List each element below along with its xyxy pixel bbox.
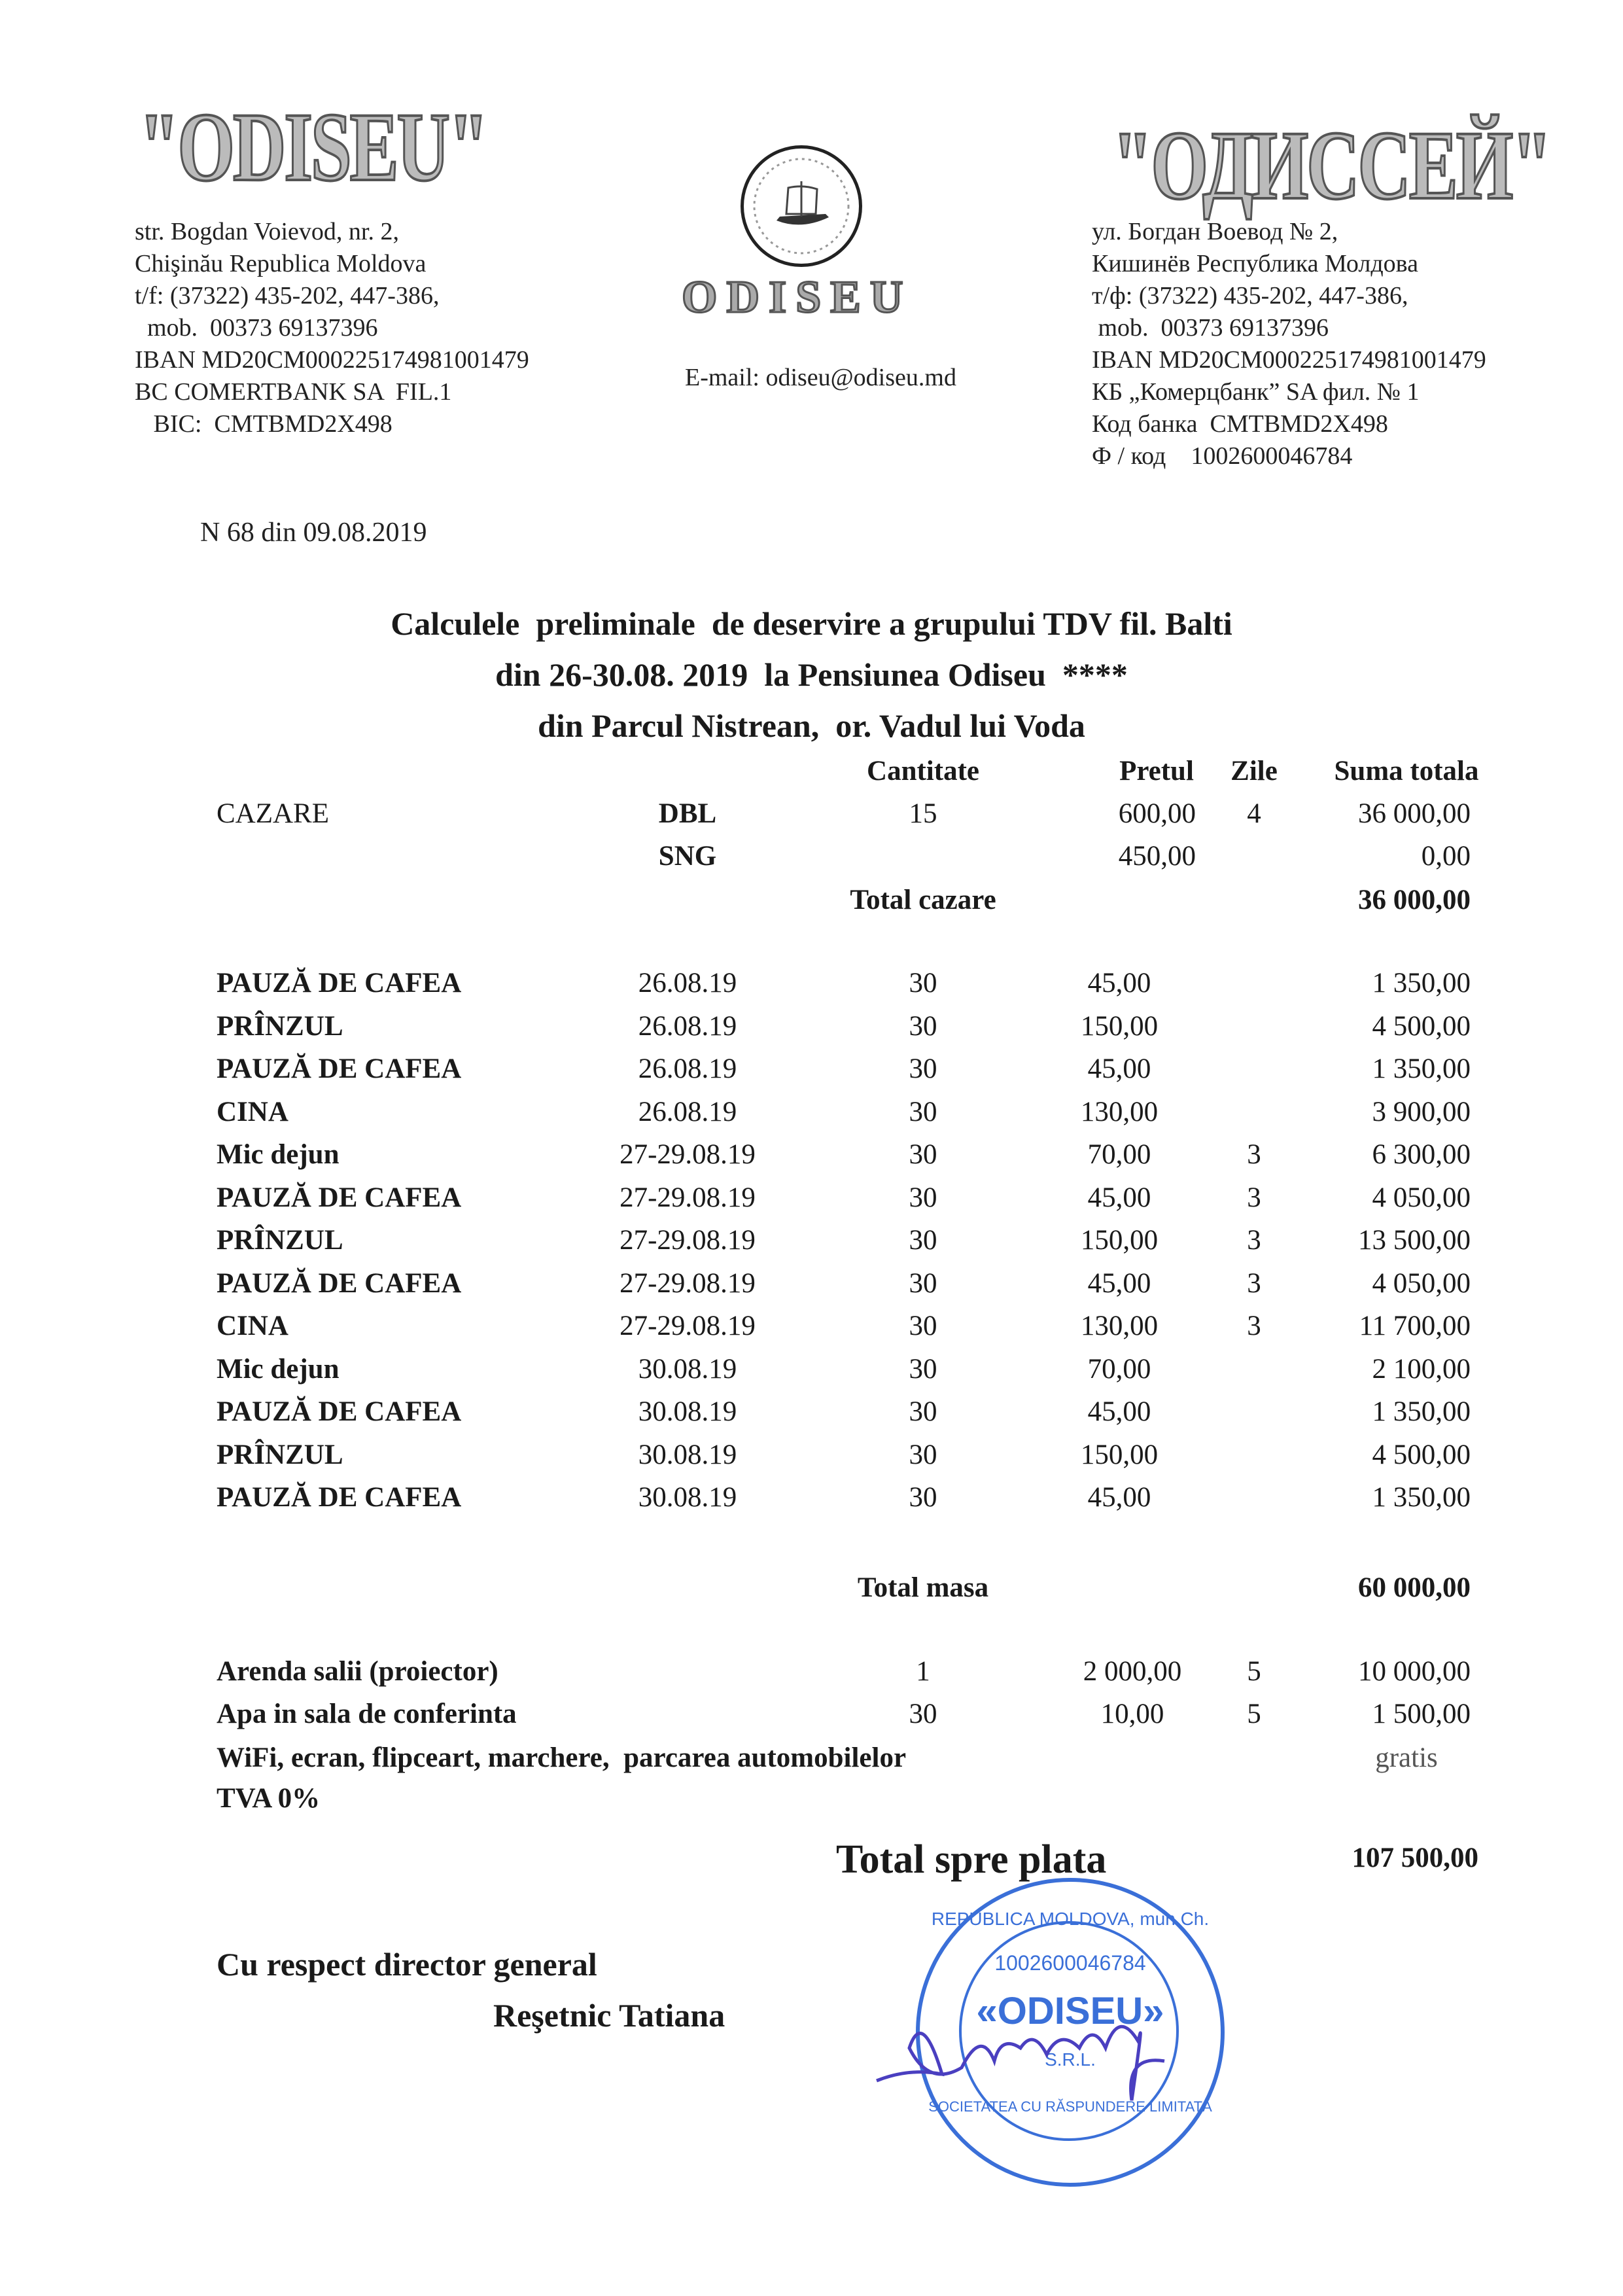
- meal-name: PRÎNZUL: [217, 1010, 343, 1042]
- quantity: 30: [909, 1225, 937, 1256]
- price: 45,00: [1087, 1182, 1151, 1213]
- address-line: Ф / код 1002600046784: [1092, 442, 1353, 470]
- quantity: 30: [909, 1139, 937, 1170]
- stamp-outer-text: REPUBLICA MOLDOVA, mun.Ch.: [931, 1909, 1210, 1929]
- days: 5: [1247, 1656, 1261, 1687]
- quantity: 30: [909, 1311, 937, 1341]
- stamp-name: «ODISEU»: [976, 1990, 1164, 2032]
- stamp-form: S.R.L.: [1045, 2049, 1096, 2070]
- center-logo-text: ODISEU: [682, 272, 913, 323]
- days: 3: [1247, 1267, 1261, 1299]
- line-total: 1 350,00: [1372, 968, 1471, 998]
- address-line: ул. Богдан Воевод № 2,: [1092, 218, 1338, 245]
- price: 600,00: [1118, 798, 1196, 829]
- column-header-days: Zile: [1230, 756, 1278, 786]
- logo-latin: "ODISEU": [139, 93, 487, 202]
- quantity: 15: [909, 798, 937, 829]
- days: 3: [1247, 1182, 1261, 1213]
- address-line: Код банка CMTBMD2X498: [1092, 410, 1388, 438]
- price: 150,00: [1080, 1010, 1159, 1042]
- address-line: IBAN MD20CM000225174981001479: [1092, 346, 1486, 374]
- closing-text: Cu respect director general: [217, 1946, 597, 1983]
- days: 4: [1247, 798, 1261, 829]
- quantity: 30: [909, 968, 937, 998]
- price: 150,00: [1080, 1225, 1159, 1256]
- address-line: BIC: CMTBMD2X498: [135, 410, 393, 438]
- line-total: 13 500,00: [1358, 1225, 1471, 1256]
- address-line: КБ „Комерцбанк” SA фил. № 1: [1092, 378, 1420, 406]
- quantity: 30: [909, 1353, 937, 1385]
- line-total: 4 500,00: [1372, 1439, 1471, 1470]
- price: 45,00: [1087, 968, 1151, 998]
- line-total: 6 300,00: [1372, 1139, 1471, 1170]
- line-total: 1 350,00: [1372, 1053, 1471, 1084]
- free-value: gratis: [1375, 1742, 1438, 1773]
- ship-emblem-icon: [741, 145, 862, 267]
- vat-note: TVA 0%: [217, 1783, 321, 1814]
- days: 3: [1247, 1225, 1261, 1256]
- meal-date: 26.08.19: [638, 1053, 737, 1084]
- grand-total-value: 107 500,00: [1352, 1843, 1478, 1873]
- meal-name: PAUZĂ DE CAFEA: [217, 1182, 462, 1213]
- quantity: 30: [909, 1010, 937, 1042]
- quantity: 1: [916, 1656, 930, 1687]
- price: 45,00: [1087, 1482, 1151, 1513]
- address-line: t/f: (37322) 435-202, 447-386,: [135, 282, 440, 309]
- meal-date: 30.08.19: [638, 1482, 737, 1513]
- grand-total-label: Total spre plata: [836, 1837, 1107, 1882]
- document-number: N 68 din 09.08.2019: [200, 518, 427, 548]
- meal-date: 26.08.19: [638, 968, 737, 998]
- total-masa-label: Total masa: [857, 1572, 989, 1603]
- address-line: BC COMERTBANK SA FIL.1: [135, 378, 452, 406]
- stamp-code: 1002600046784: [994, 1951, 1146, 1975]
- address-romanian: [135, 216, 529, 440]
- extra-item-name: Apa in sala de conferinta: [217, 1699, 517, 1729]
- column-header-price: Pretul: [1119, 756, 1194, 786]
- address-line: т/ф: (37322) 435-202, 447-386,: [1092, 282, 1408, 309]
- column-header-total: Suma totala: [1334, 756, 1479, 786]
- meal-date: 30.08.19: [638, 1439, 737, 1470]
- meal-name: PAUZĂ DE CAFEA: [217, 1396, 462, 1427]
- address-russian: [1092, 216, 1486, 472]
- line-total: 2 100,00: [1372, 1353, 1471, 1385]
- line-total: 1 500,00: [1372, 1699, 1471, 1729]
- line-total: 3 900,00: [1372, 1096, 1471, 1127]
- price: 2 000,00: [1083, 1656, 1182, 1687]
- meal-name: PAUZĂ DE CAFEA: [217, 1053, 462, 1084]
- address-line: Chişinău Republica Moldova: [135, 250, 427, 277]
- quantity: 30: [909, 1439, 937, 1470]
- room-type: DBL: [658, 798, 717, 829]
- meal-name: PRÎNZUL: [217, 1439, 343, 1470]
- meal-date: 26.08.19: [638, 1010, 737, 1042]
- quantity: 30: [909, 1699, 937, 1729]
- room-type: SNG: [658, 841, 717, 872]
- address-line: Кишинёв Республика Молдова: [1092, 250, 1418, 277]
- free-items: WiFi, ecran, flipceart, marchere, parcarea automobilelor: [217, 1742, 907, 1773]
- price: 45,00: [1087, 1396, 1151, 1427]
- quantity: 30: [909, 1096, 937, 1127]
- address-line: mob. 00373 69137396: [1092, 314, 1329, 342]
- price: 10,00: [1100, 1699, 1164, 1729]
- address-line: IBAN MD20CM000225174981001479: [135, 346, 529, 374]
- line-total: 11 700,00: [1359, 1311, 1471, 1341]
- meal-date: 27-29.08.19: [620, 1311, 756, 1341]
- extra-item-name: Arenda salii (proiector): [217, 1656, 498, 1687]
- line-total: 4 500,00: [1372, 1010, 1471, 1042]
- address-line: mob. 00373 69137396: [135, 314, 378, 342]
- line-total: 1 350,00: [1372, 1482, 1471, 1513]
- meal-date: 27-29.08.19: [620, 1182, 756, 1213]
- price: 130,00: [1080, 1311, 1159, 1341]
- line-total: 4 050,00: [1372, 1182, 1471, 1213]
- total-cazare-label: Total cazare: [850, 885, 996, 915]
- line-total: 36 000,00: [1358, 798, 1471, 829]
- line-total: 0,00: [1421, 841, 1471, 872]
- document-title: [0, 598, 1623, 751]
- price: 70,00: [1087, 1139, 1151, 1170]
- quantity: 30: [909, 1267, 937, 1299]
- line-total: 1 350,00: [1372, 1396, 1471, 1427]
- signatory-name: Reşetnic Tatiana: [493, 1997, 725, 2034]
- meal-name: PAUZĂ DE CAFEA: [217, 1267, 462, 1299]
- email[interactable]: E-mail: odiseu@odiseu.md: [685, 364, 956, 391]
- quantity: 30: [909, 1396, 937, 1427]
- meal-name: CINA: [217, 1096, 288, 1127]
- meal-name: CINA: [217, 1311, 288, 1341]
- price: 70,00: [1087, 1353, 1151, 1385]
- total-masa-value: 60 000,00: [1358, 1572, 1471, 1603]
- signature-icon: [870, 1969, 1236, 2113]
- meal-name: Mic dejun: [217, 1139, 340, 1170]
- price: 130,00: [1080, 1096, 1159, 1127]
- column-header-quantity: Cantitate: [867, 756, 979, 786]
- price: 45,00: [1087, 1267, 1151, 1299]
- line-total: 10 000,00: [1358, 1656, 1471, 1687]
- total-cazare-value: 36 000,00: [1358, 885, 1471, 915]
- quantity: 30: [909, 1053, 937, 1084]
- meal-date: 27-29.08.19: [620, 1225, 756, 1256]
- days: 3: [1247, 1311, 1261, 1341]
- meal-name: PAUZĂ DE CAFEA: [217, 1482, 462, 1513]
- price: 150,00: [1080, 1439, 1159, 1470]
- meal-date: 30.08.19: [638, 1396, 737, 1427]
- section-label-cazare: CAZARE: [217, 798, 329, 829]
- days: 5: [1247, 1699, 1261, 1729]
- meal-name: PRÎNZUL: [217, 1225, 343, 1256]
- meal-name: PAUZĂ DE CAFEA: [217, 968, 462, 998]
- meal-date: 27-29.08.19: [620, 1139, 756, 1170]
- line-total: 4 050,00: [1372, 1267, 1471, 1299]
- quantity: 30: [909, 1182, 937, 1213]
- address-line: str. Bogdan Voievod, nr. 2,: [135, 218, 399, 245]
- meal-date: 30.08.19: [638, 1353, 737, 1385]
- days: 3: [1247, 1139, 1261, 1170]
- title-line: din Parcul Nistrean, or. Vadul lui Voda: [538, 707, 1085, 744]
- stamp-bottom-text: SOCIETATEA CU RĂSPUNDERE LIMITATĂ: [928, 2098, 1212, 2115]
- meal-date: 26.08.19: [638, 1096, 737, 1127]
- price: 45,00: [1087, 1053, 1151, 1084]
- meal-date: 27-29.08.19: [620, 1267, 756, 1299]
- meal-name: Mic dejun: [217, 1353, 340, 1385]
- price: 450,00: [1118, 841, 1196, 872]
- title-line: Calculele preliminale de deservire a grupului TDV fil. Balti: [391, 605, 1232, 642]
- quantity: 30: [909, 1482, 937, 1513]
- logo-cyrillic: "ОДИССЕЙ": [1112, 111, 1550, 220]
- title-line: din 26-30.08. 2019 la Pensiunea Odiseu ****: [495, 656, 1128, 693]
